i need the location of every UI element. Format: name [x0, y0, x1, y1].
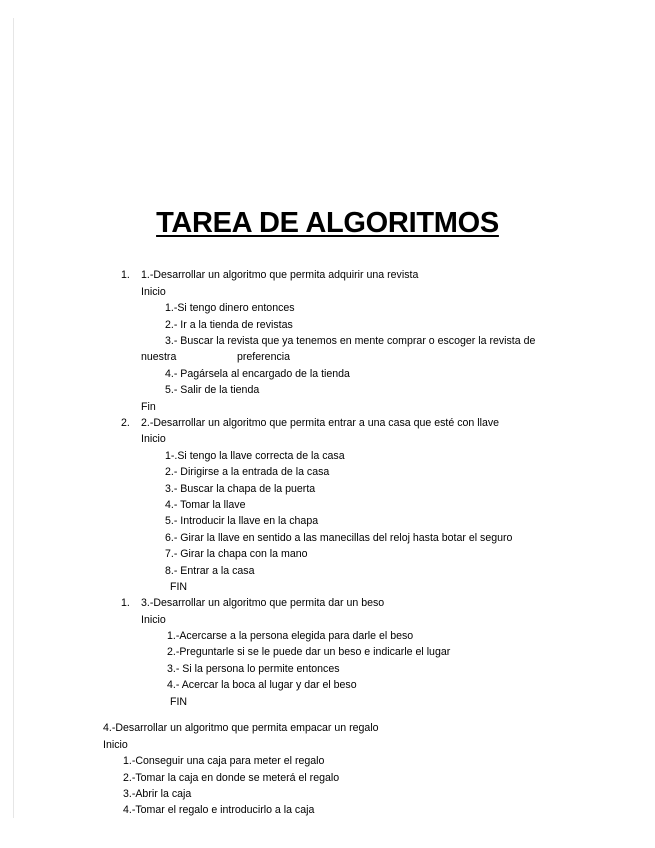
step-item: 2.- Ir a la tienda de revistas: [165, 319, 293, 331]
step-item: 2.-Tomar la caja en donde se meterá el regalo: [123, 772, 340, 784]
step-item: 4.- Tomar la llave: [165, 499, 246, 511]
task-start: Inicio: [141, 433, 166, 445]
step-item: 4.- Acercar la boca al lugar y dar el beso: [167, 679, 357, 691]
step-item: 5.- Salir de la tienda: [165, 384, 260, 396]
step-item: 4.-Tomar el regalo e introducirlo a la caja: [123, 804, 315, 816]
list-number: 2.: [121, 417, 130, 429]
task-heading: 1.-Desarrollar un algoritmo que permita adquirir una revista: [141, 269, 419, 281]
step-item: 3.- Buscar la chapa de la puerta: [165, 483, 316, 495]
document-title: TAREA DE ALGORITMOS: [156, 207, 499, 239]
step-item: 3.- Buscar la revista que ya tenemos en mente comprar o escoger la revista de: [165, 335, 536, 347]
task-heading: 2.-Desarrollar un algoritmo que permita entrar a una casa que esté con llave: [141, 417, 500, 429]
step-item: 4.- Pagársela al encargado de la tienda: [165, 368, 350, 380]
task-start: Inicio: [103, 739, 128, 751]
task-end: FIN: [170, 581, 188, 593]
step-item: 1.-Conseguir una caja para meter el regalo: [123, 755, 325, 767]
step-item: 3.-Abrir la caja: [123, 788, 192, 800]
step-item: 8.- Entrar a la casa: [165, 565, 255, 577]
step-item: 3.- Si la persona lo permite entonces: [167, 663, 340, 675]
task-start: Inicio: [141, 286, 166, 298]
step-item: 1.-Si tengo dinero entonces: [165, 302, 295, 314]
task-end: Fin: [141, 401, 156, 413]
task-end: FIN: [170, 696, 188, 708]
task-heading: 3.-Desarrollar un algoritmo que permita dar un beso: [141, 597, 385, 609]
step-item: 5.- Introducir la llave en la chapa: [165, 515, 319, 527]
step-item: 7.- Girar la chapa con la mano: [165, 548, 308, 560]
list-number: 1.: [121, 597, 130, 609]
step-item: 1.-Acercarse a la persona elegida para darle el beso: [167, 630, 414, 642]
step-item: 6.- Girar la llave en sentido a las manecillas del reloj hasta botar el seguro: [165, 532, 513, 544]
step-continuation: preferencia: [237, 351, 290, 363]
step-item: 2.-Preguntarle si se le puede dar un beso e indicarle el lugar: [167, 646, 451, 658]
step-item: 2.- Dirigirse a la entrada de la casa: [165, 466, 330, 478]
step-item: 1-.Si tengo la llave correcta de la casa: [165, 450, 345, 462]
page-margin-line: [13, 18, 14, 818]
list-number: 1.: [121, 269, 130, 281]
task-start: Inicio: [141, 614, 166, 626]
task-heading: 4.-Desarrollar un algoritmo que permita empacar un regalo: [103, 722, 379, 734]
step-continuation: nuestra: [141, 351, 177, 363]
